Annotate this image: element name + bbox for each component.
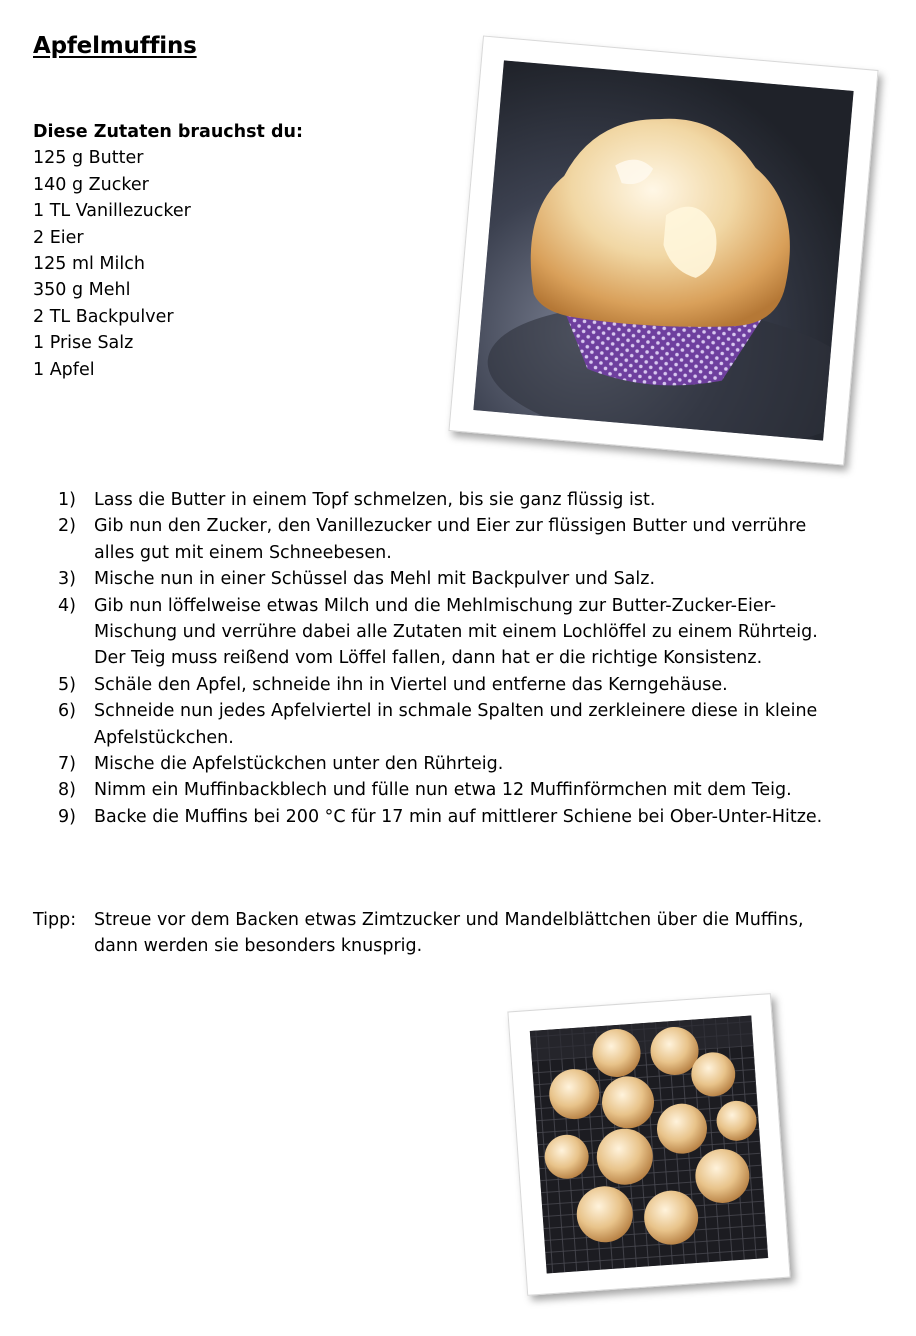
ingredient-item: 1 TL Vanillezucker — [33, 201, 191, 222]
instruction-step — [58, 751, 848, 777]
muffin-photo-frame — [448, 35, 878, 465]
step-number: 7) — [58, 754, 76, 775]
step-number: 2) — [58, 516, 76, 537]
step-number: 5) — [58, 674, 76, 695]
ingredients-heading: Diese Zutaten brauchst du: — [33, 122, 303, 142]
muffins-rack-photo-frame — [507, 993, 790, 1296]
step-number: 4) — [58, 595, 76, 616]
muffins-on-cooling-rack-photo-icon — [530, 1016, 768, 1274]
ingredient-item: 125 g Butter — [33, 148, 144, 169]
step-text: Backe die Muffins bei 200 °C für 17 min auf mittlerer Schiene bei Ober-Unter-Hitze. — [94, 806, 823, 827]
step-text: Mische die Apfelstückchen unter den Rührteig. — [94, 754, 504, 775]
step-text: Mische nun in einer Schüssel das Mehl mit Backpulver und Salz. — [94, 569, 656, 590]
step-text: Schneide nun jedes Apfelviertel in schmale Spalten und zerkleinere diese in kleine Apfelstückchen. — [94, 701, 818, 748]
ingredient-item: 350 g Mehl — [33, 280, 131, 301]
ingredient-item: 2 TL Backpulver — [33, 306, 174, 327]
ingredient-item: 140 g Zucker — [33, 174, 149, 195]
ingredient-item: 2 Eier — [33, 227, 84, 248]
step-text: Lass die Butter in einem Topf schmelzen, bis sie ganz flüssig ist. — [94, 490, 656, 510]
tip-text: Streue vor dem Backen etwas Zimtzucker und Mandelblättchen über die Muffins, dann werden sie besonders knusprig. — [94, 910, 804, 957]
tip-section — [33, 907, 813, 960]
instruction-step — [58, 672, 848, 698]
ingredient-item: 125 ml Milch — [33, 254, 145, 275]
ingredient-item: 1 Apfel — [33, 359, 95, 380]
single-apple-muffin-photo-icon — [473, 60, 853, 440]
ingredients-list — [33, 145, 303, 383]
step-number: 6) — [58, 701, 76, 722]
step-text: Nimm ein Muffinbackblech und fülle nun etwa 12 Muffinförmchen mit dem Teig. — [94, 780, 792, 801]
step-number: 3) — [58, 569, 76, 590]
tip-label: Tipp: — [33, 910, 77, 930]
instruction-step — [58, 698, 848, 751]
step-number: 8) — [58, 780, 76, 801]
instruction-step — [58, 777, 848, 803]
step-text: Gib nun löffelweise etwas Milch und die Mehlmischung zur Butter-Zucker-Eier-Mischung und verrühre dabei alle Zutaten mit einem Lochlöffel zu einem Rührteig. Der Teig muss reißend vom Löffel fallen, dann hat er die richtige Konsistenz. — [94, 595, 818, 669]
step-text: Gib nun den Zucker, den Vanillezucker und Eier zur flüssigen Butter und verrühre alles gut mit einem Schneebesen. — [94, 516, 807, 563]
instructions-list — [58, 487, 848, 830]
instruction-step — [58, 804, 848, 830]
step-text: Schäle den Apfel, schneide ihn in Viertel und entferne das Kerngehäuse. — [94, 674, 728, 695]
instruction-step — [58, 487, 848, 513]
step-number: 1) — [58, 490, 76, 510]
recipe-title: Apfelmuffins — [33, 33, 197, 59]
instruction-step — [58, 593, 848, 672]
ingredients-section — [33, 119, 303, 383]
ingredient-item: 1 Prise Salz — [33, 333, 134, 354]
instruction-step — [58, 513, 848, 566]
step-number: 9) — [58, 806, 76, 827]
instruction-step — [58, 566, 848, 592]
